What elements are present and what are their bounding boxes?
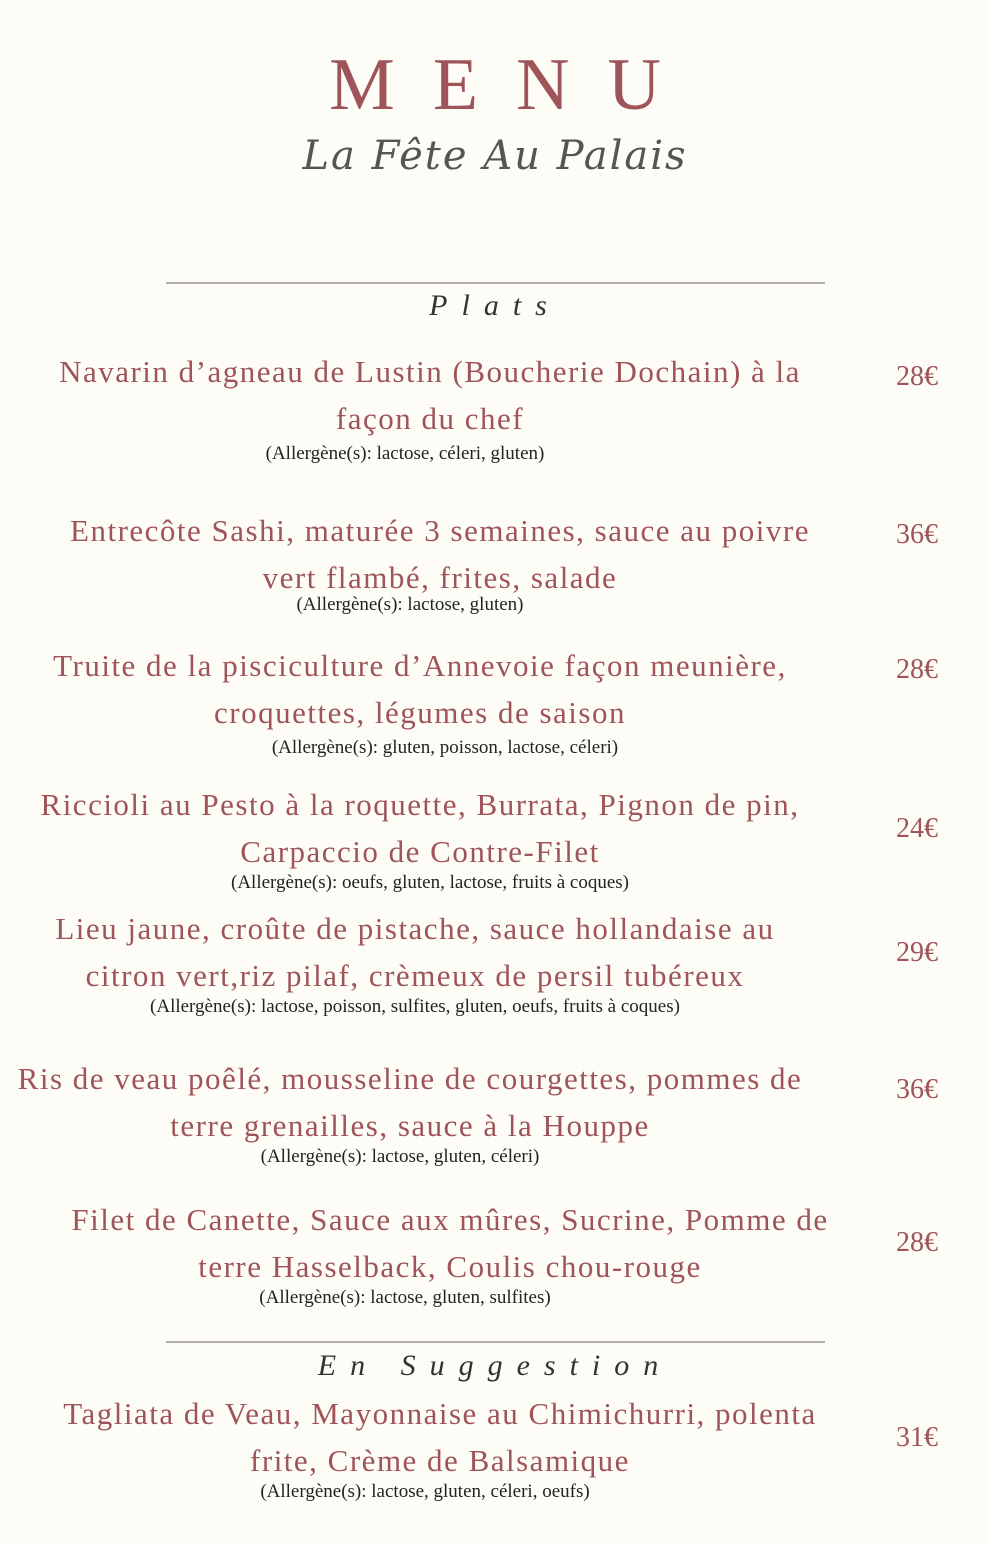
dish-item — [30, 1390, 850, 1504]
dish-price: 36€ — [896, 1074, 938, 1105]
section-title-plats: Plats — [429, 289, 561, 322]
dish-name: Entrecôte Sashi, maturée 3 semaines, sauce au poivre vert flambé, frites, salade — [70, 513, 810, 595]
dish-name: Tagliata de Veau, Mayonnaise au Chimichurri, polenta frite, Crème de Balsamique — [63, 1396, 817, 1478]
dish-allergens: (Allergène(s): lactose, poisson, sulfites, gluten, oeufs, fruits à coques) — [150, 996, 680, 1017]
dish-item — [15, 642, 825, 760]
section-divider — [166, 282, 825, 284]
dish-name: Filet de Canette, Sauce aux mûres, Sucrine, Pomme de terre Hasselback, Coulis chou-rouge — [71, 1202, 829, 1284]
dish-price: 24€ — [896, 813, 938, 844]
dish-item — [70, 1196, 830, 1310]
dish-name: Navarin d’agneau de Lustin (Boucherie Dochain) à la façon du chef — [59, 354, 801, 436]
dish-allergens: (Allergène(s): lactose, gluten) — [296, 594, 524, 615]
dish-item — [15, 1055, 805, 1169]
dish-price: 36€ — [896, 519, 938, 550]
dish-allergens: (Allergène(s): oeufs, gluten, lactose, fruits à coques) — [231, 872, 629, 893]
restaurant-name: La Fête Au Palais — [302, 133, 688, 179]
dish-name: Lieu jaune, croûte de pistache, sauce hollandaise au citron vert,riz pilaf, crèmeux de persil tubéreux — [55, 911, 775, 993]
dish-name: Ris de veau poêlé, mousseline de courgettes, pommes de terre grenailles, sauce à la Houppe — [17, 1061, 803, 1143]
dish-name: Truite de la pisciculture d’Annevoie façon meunière, croquettes, légumes de saison — [53, 648, 787, 730]
dish-item — [15, 905, 815, 1019]
section-divider — [166, 1341, 825, 1343]
dish-allergens: (Allergène(s): lactose, gluten, céleri) — [260, 1146, 540, 1167]
dish-allergens: (Allergène(s): lactose, céleri, gluten) — [265, 443, 545, 464]
dish-item — [10, 781, 830, 895]
section-title-suggestion: En Suggestion — [317, 1349, 673, 1382]
dish-price: 28€ — [896, 1227, 938, 1258]
dish-price: 28€ — [896, 361, 938, 392]
dish-item — [15, 348, 845, 466]
menu-title: MENU — [329, 44, 699, 126]
dish-price: 31€ — [896, 1422, 938, 1453]
dish-price: 29€ — [896, 937, 938, 968]
dish-price: 28€ — [896, 654, 938, 685]
dish-allergens: (Allergène(s): lactose, gluten, céleri, oeufs) — [260, 1481, 590, 1502]
dish-name: Riccioli au Pesto à la roquette, Burrata, Pignon de pin, Carpaccio de Contre-Filet — [40, 787, 800, 869]
dish-item — [40, 507, 840, 617]
dish-allergens: (Allergène(s): gluten, poisson, lactose, céleri) — [271, 737, 619, 758]
dish-allergens: (Allergène(s): lactose, gluten, sulfites) — [259, 1287, 551, 1308]
